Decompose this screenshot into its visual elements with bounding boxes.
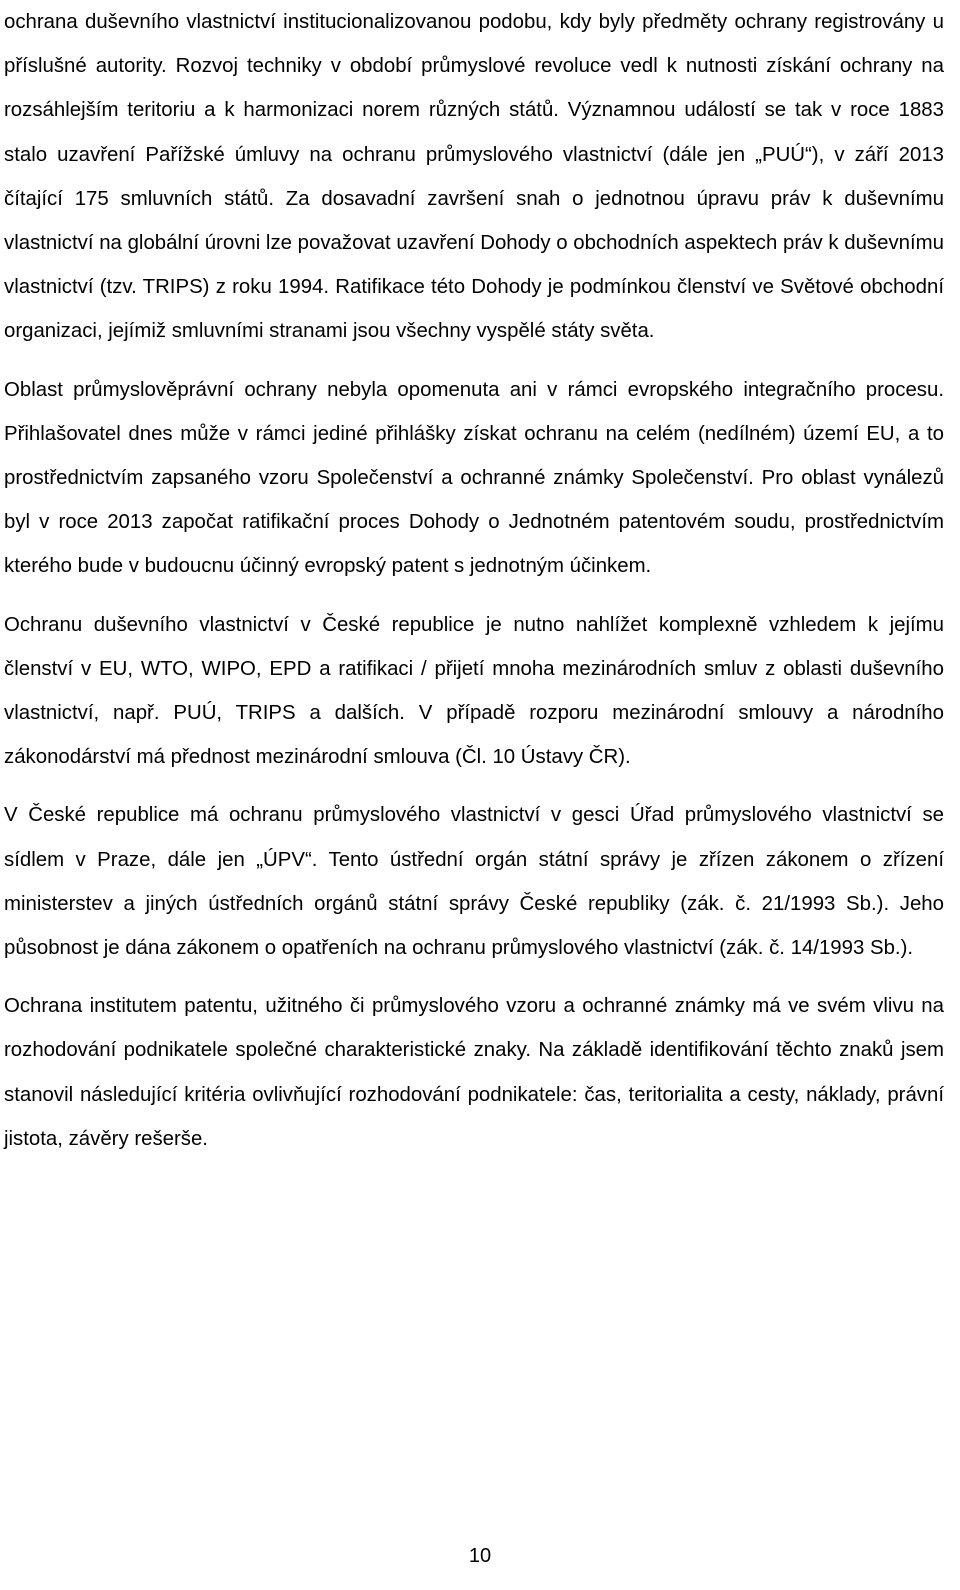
paragraph-3: Ochranu duševního vlastnictví v České republice je nutno nahlížet komplexně vzhledem k jejímu členství v EU, WTO, WIPO, EPD a ratifikaci / přijetí mnoha mezinárodních smluv z oblasti duševního vlastnictví, např. PUÚ, TRIPS a dalších. V případě rozporu mezinárodní smlouvy a národního zákonodárství má přednost mezinárodní smlouva (Čl. 10 Ústavy ČR). <box>4 613 944 769</box>
document-body <box>4 0 944 1161</box>
paragraph-4: V České republice má ochranu průmyslového vlastnictví v gesci Úřad průmyslového vlastnictví se sídlem v Praze, dále jen „ÚPV“. Tento ústřední orgán státní správy je zřízen zákonem o zřízení ministerstev a jiných ústředních orgánů státní správy České republiky (zák. č. 21/1993 Sb.). Jeho působnost je dána zákonem o opatřeních na ochranu průmyslového vlastnictví (zák. č. 14/1993 Sb.). <box>4 804 944 960</box>
paragraph-1: ochrana duševního vlastnictví institucionalizovanou podobu, kdy byly předměty ochrany registrovány u příslušné autority. Rozvoj techniky v období průmyslové revoluce vedl k nutnosti získání ochrany na rozsáhlejším teritoriu a k harmonizaci norem různých států. Významnou událostí se tak v roce 1883 stalo uzavření Pařížské úmluvy na ochranu průmyslového vlastnictví (dále jen „PUÚ“), v září 2013 čítající 175 smluvních států. Za dosavadní završení snah o jednotnou úpravu práv k duševnímu vlastnictví na globální úrovni lze považovat uzavření Dohody o obchodních aspektech práv k duševnímu vlastnictví (tzv. TRIPS) z roku 1994. Ratifikace této Dohody je podmínkou členství ve Světové obchodní organizaci, jejímiž smluvními stranami jsou všechny vyspělé státy světa. <box>4 11 944 343</box>
page-number: 10 <box>468 1545 492 1567</box>
paragraph-2: Oblast průmyslověprávní ochrany nebyla opomenuta ani v rámci evropského integračního procesu. Přihlašovatel dnes může v rámci jediné přihlášky získat ochranu na celém (nedílném) území EU, a to prostřednictvím zapsaného vzoru Společenství a ochranné známky Společenství. Pro oblast vynálezů byl v roce 2013 započat ratifikační proces Dohody o Jednotném patentovém soudu, prostřednictvím kterého bude v budoucnu účinný evropský patent s jednotným účinkem. <box>4 378 944 578</box>
paragraph-5: Ochrana institutem patentu, užitného či průmyslového vzoru a ochranné známky má ve svém vlivu na rozhodování podnikatele společné charakteristické znaky. Na základě identifikování těchto znaků jsem stanovil následující kritéria ovlivňující rozhodování podnikatele: čas, teritorialita a cesty, náklady, právní jistota, závěry rešerše. <box>4 995 944 1150</box>
